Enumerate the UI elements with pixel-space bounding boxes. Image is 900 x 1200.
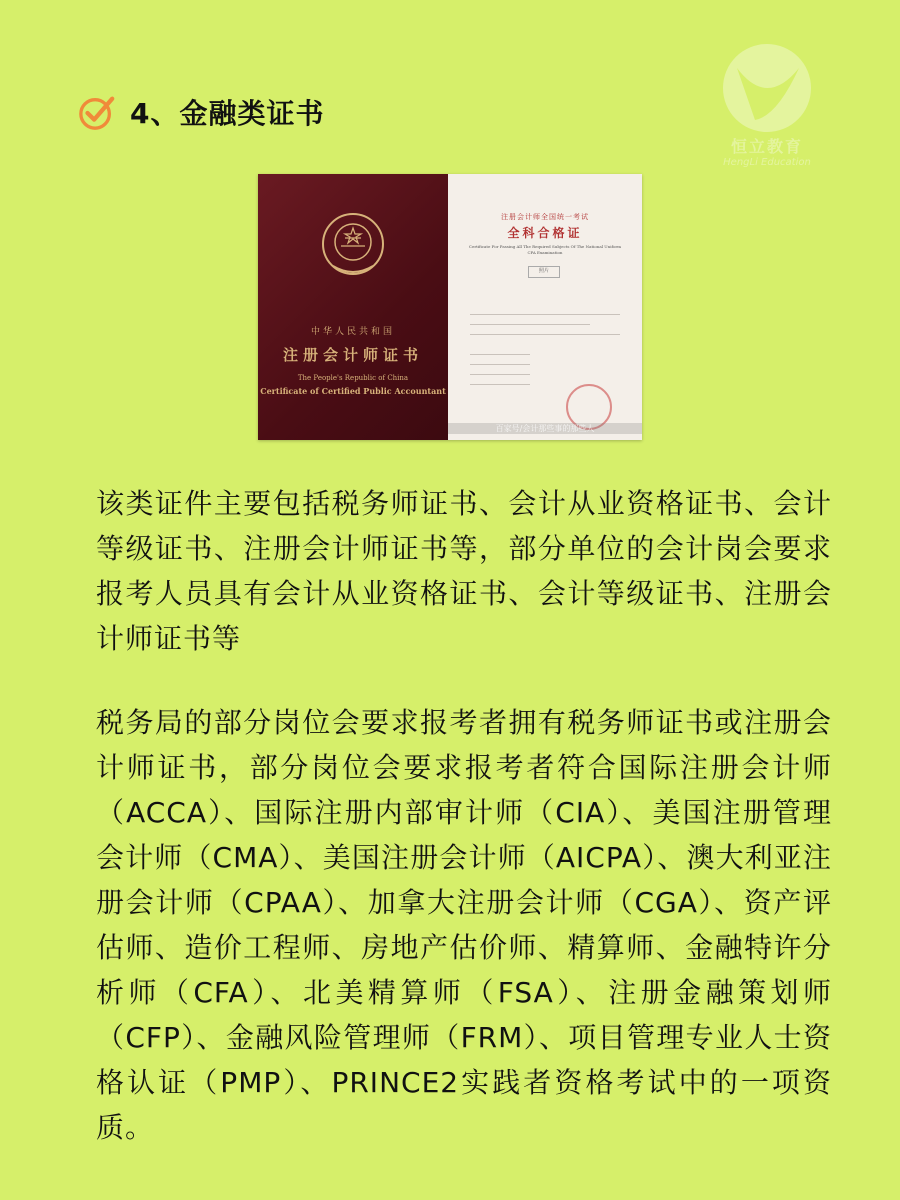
logo-brand-cn: 恒立教育 bbox=[730, 137, 803, 156]
inner-top-text: 注册会计师全国统一考试 bbox=[501, 213, 589, 221]
image-watermark: 百家号/会计那些事的那些人 bbox=[448, 423, 642, 434]
logo-brand-en: HengLi Education bbox=[723, 157, 811, 168]
paragraph-certificate-types: 该类证件主要包括税务师证书、会计从业资格证书、会计等级证书、注册会计师证书等，部分单位的会计岗会要求报考人员具有会计从业资格证书、会计等级证书、注册会计师证书等 bbox=[96, 487, 832, 655]
photo-box: 照片 bbox=[528, 266, 560, 278]
section-title: 4、金融类证书 bbox=[130, 97, 325, 130]
certificate-cover bbox=[258, 174, 448, 440]
text-line bbox=[470, 354, 530, 355]
brand-logo bbox=[712, 38, 822, 168]
logo-mark-icon bbox=[717, 38, 817, 138]
check-circle-icon bbox=[78, 93, 116, 131]
text-line bbox=[470, 314, 620, 315]
certificate-inner-page bbox=[448, 174, 642, 440]
text-line bbox=[470, 324, 590, 325]
section-heading bbox=[78, 92, 324, 132]
text-line bbox=[470, 334, 620, 335]
inner-subtitle: Certificate For Passing All The Required Subjects Of The National Uniform CPA Examination bbox=[468, 244, 622, 255]
cover-en-small: The People's Republic of China bbox=[297, 374, 409, 382]
cover-en-title: Certificate of Certified Public Accountant bbox=[260, 386, 446, 396]
cover-cn-small: 中华人民共和国 bbox=[310, 327, 395, 337]
paragraph-tax-bureau-requirements: 税务局的部分岗位会要求报考者拥有税务师证书或注册会计师证书，部分岗位会要求报考者符合国际注册会计师（ACCA）、国际注册内部审计师（CIA）、美国注册管理会计师（CMA）、美国注册会计师（AICPA）、澳大利亚注册会计师（CPAA）、加拿大注册会计师（CGA）、资产评估师、造价工程师、房地产估价师、精算师、金融特许分析师（CFA）、北美精算师（FSA）、注册金融策划师（CFP）、金融风险管理师（FRM）、项目管理专业人士资格认证（PMP）、PRINCE2实践者资格考试中的一项资质。 bbox=[96, 706, 832, 1144]
certificate-photo bbox=[258, 174, 642, 440]
inner-title: 全科合格证 bbox=[507, 226, 583, 240]
cover-cn-title: 注册会计师证书 bbox=[282, 346, 423, 364]
text-line bbox=[470, 384, 530, 385]
text-line bbox=[470, 364, 530, 365]
text-line bbox=[470, 374, 530, 375]
national-emblem-icon bbox=[313, 204, 393, 284]
